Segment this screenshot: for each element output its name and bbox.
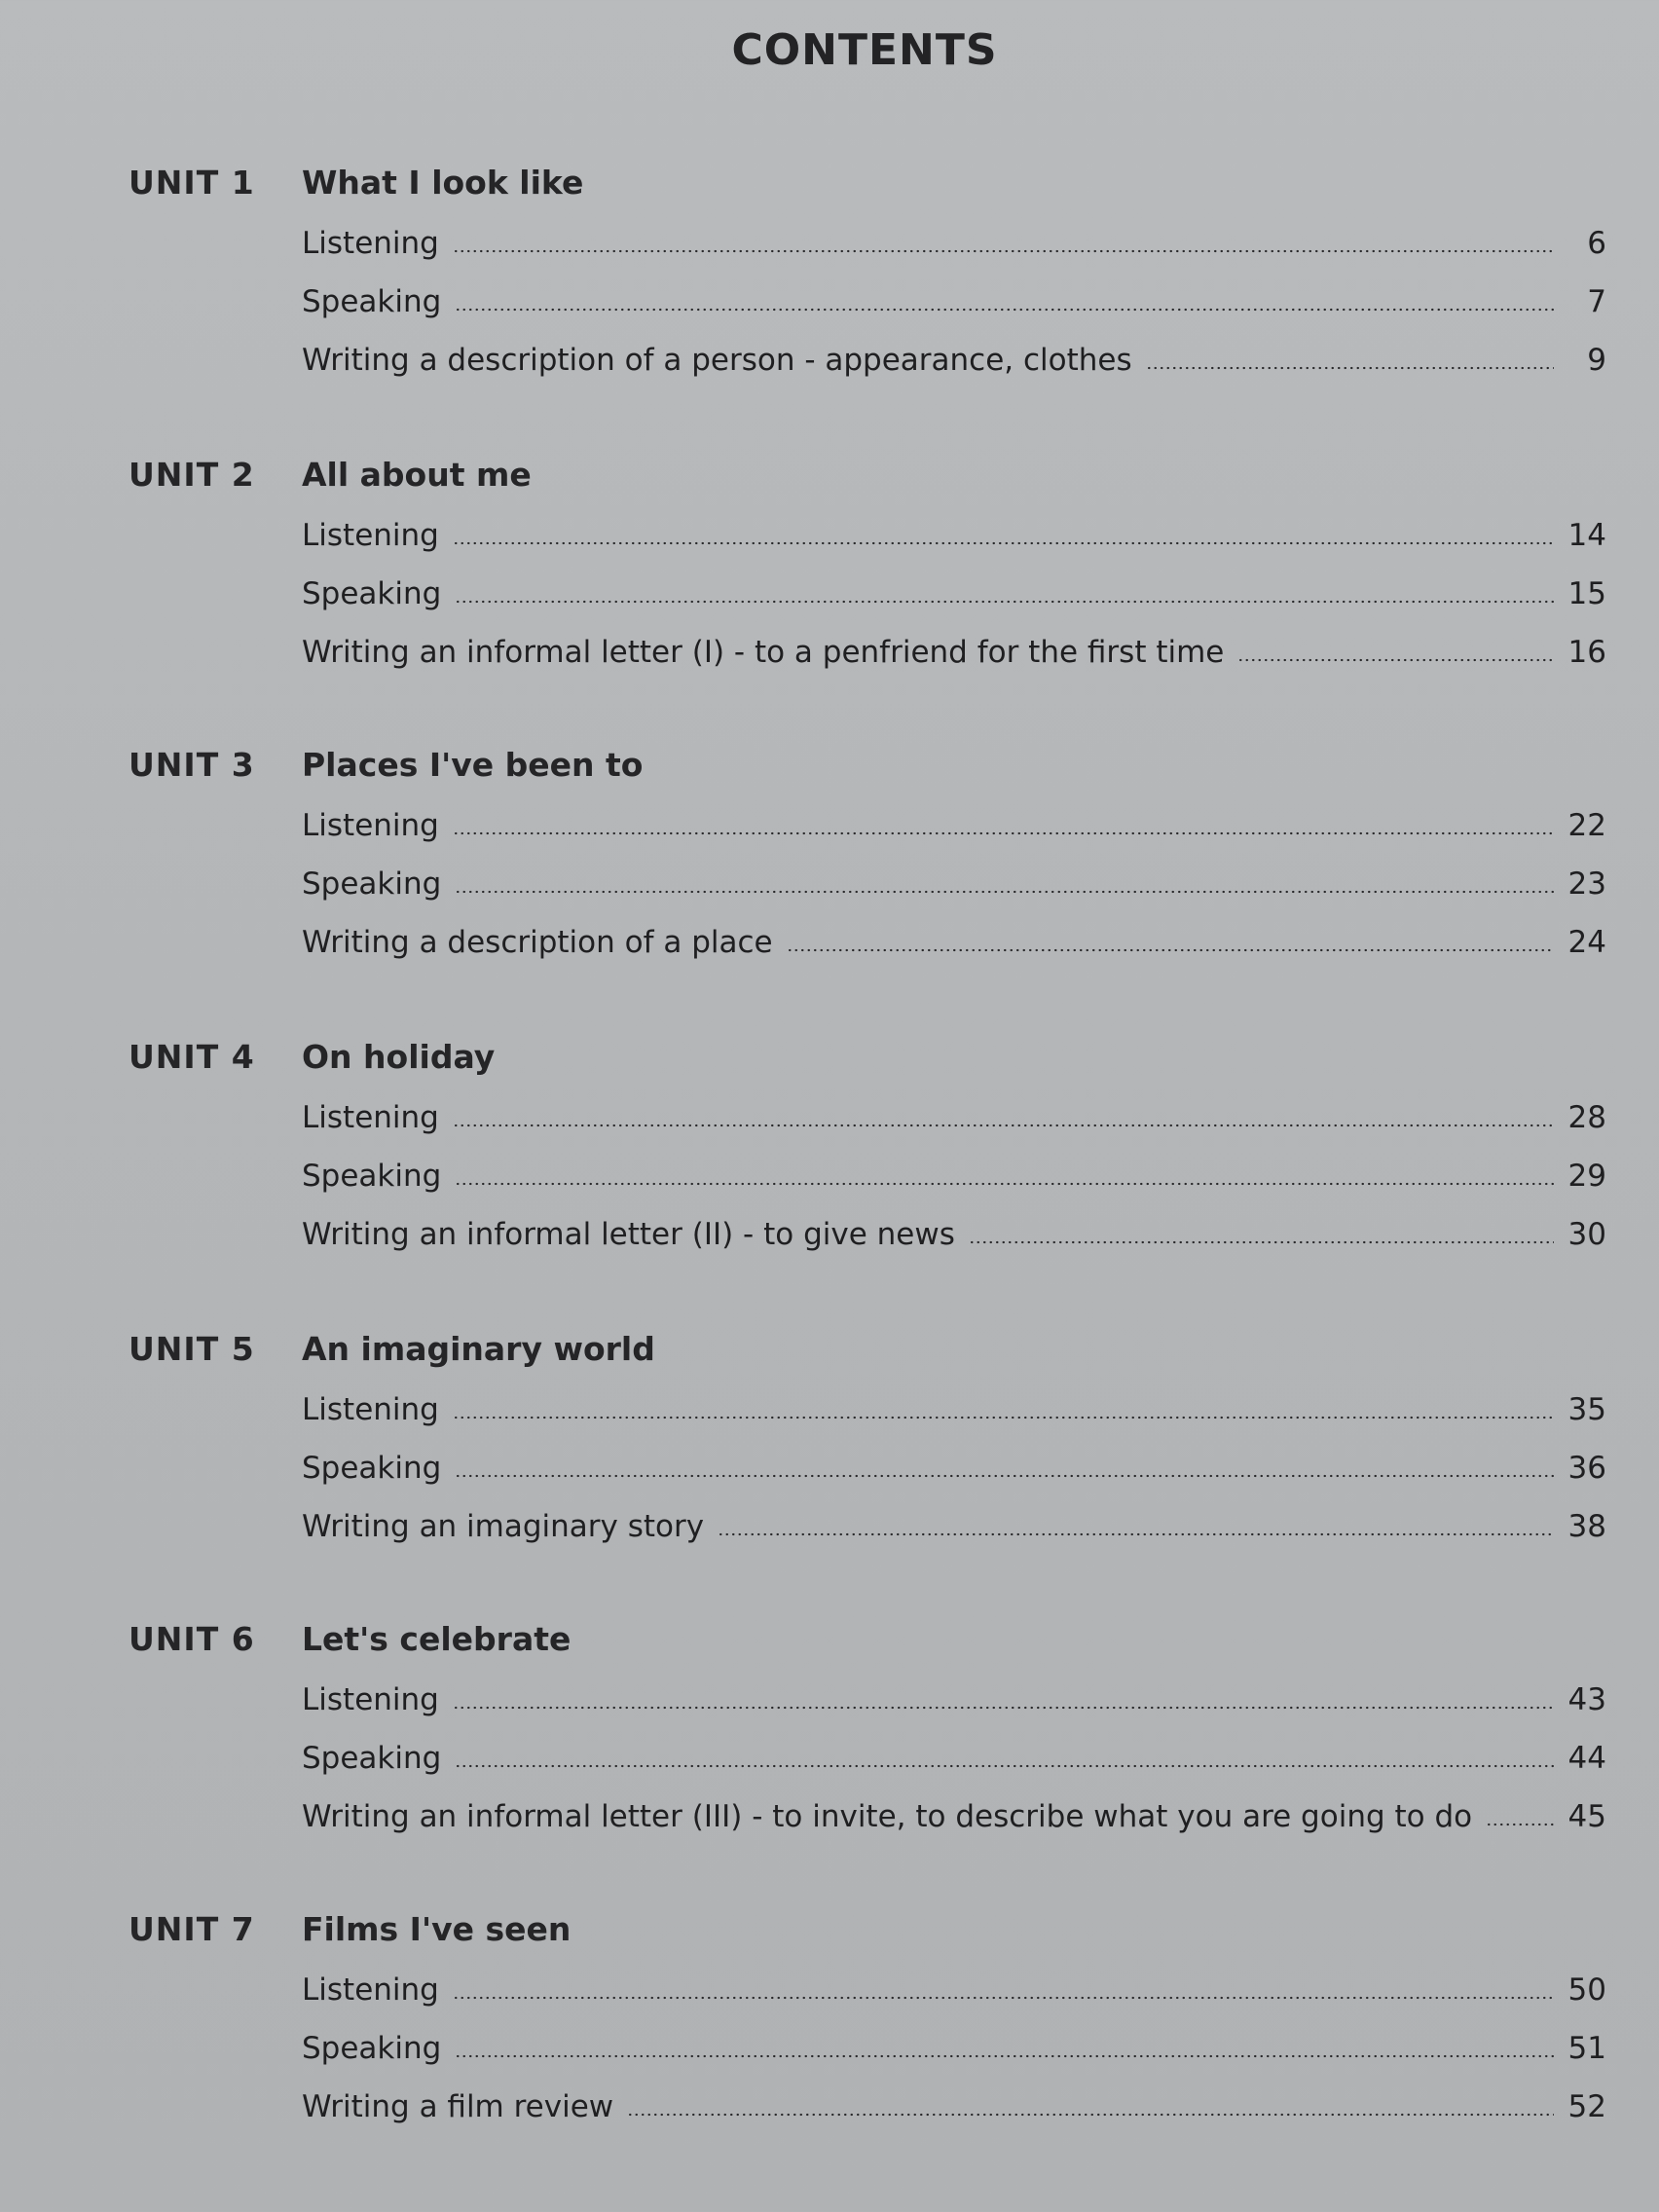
unit-title: On holiday [302,1038,496,1076]
page-number: 23 [1567,866,1606,902]
toc-entry-speaking[interactable] [302,1151,1606,1194]
entry-text: Writing an informal letter (III) - to invite, to describe what you are going to do [302,1799,1473,1834]
dot-leader [1146,366,1554,370]
dot-leader [453,1996,1554,2000]
toc-entry-speaking[interactable] [302,1733,1606,1776]
entry-text: Writing an imaginary story [302,1509,705,1544]
entry-text: Speaking [302,1741,442,1776]
page-number: 16 [1567,635,1606,670]
toc-entry-listening[interactable] [302,1965,1606,2008]
toc-entry-listening[interactable] [302,1675,1606,1717]
toc-entry-writing[interactable] [302,917,1606,960]
dot-leader [455,600,1554,604]
unit-title: What I look like [302,164,584,202]
dot-leader [453,249,1554,253]
entry-text: Speaking [302,1451,442,1486]
dot-leader [718,1532,1554,1536]
page-number: 22 [1567,808,1606,843]
page-number: 43 [1567,1682,1606,1717]
unit-label: UNIT 4 [129,1038,255,1076]
unit-label: UNIT 3 [129,746,255,784]
dot-leader [453,1416,1554,1419]
entry-text: Listening [302,518,439,553]
page-number: 45 [1567,1799,1606,1834]
page-number: 44 [1567,1741,1606,1776]
unit-label: UNIT 6 [129,1620,255,1658]
entry-text: Listening [302,808,439,843]
dot-leader [453,1706,1554,1710]
entry-text: Speaking [302,284,442,319]
entry-text: Listening [302,1682,439,1717]
page-title: CONTENTS [731,25,998,75]
entry-text: Writing a description of a person - appearance, clothes [302,343,1132,378]
entry-text: Speaking [302,866,442,902]
page-number: 52 [1567,2089,1606,2124]
entry-text: Listening [302,1392,439,1427]
entry-text: Listening [302,1100,439,1135]
toc-entry-speaking[interactable] [302,2023,1606,2066]
dot-leader [455,1764,1554,1768]
page-number: 15 [1567,576,1606,611]
entry-text: Speaking [302,576,442,611]
page-number: 36 [1567,1451,1606,1486]
unit-title: An imaginary world [302,1330,655,1368]
dot-leader [627,2113,1554,2117]
entry-text: Listening [302,226,439,261]
dot-leader [455,1182,1554,1186]
page-number: 50 [1567,1972,1606,2008]
dot-leader [455,890,1554,894]
page-number: 9 [1587,343,1606,378]
dot-leader [453,1124,1554,1127]
unit-title: Places I've been to [302,746,644,784]
toc-entry-listening[interactable] [302,800,1606,843]
entry-text: Listening [302,1972,439,2008]
toc-entry-writing[interactable] [302,1791,1606,1834]
toc-entry-speaking[interactable] [302,569,1606,611]
dot-leader [787,948,1554,952]
dot-leader [455,308,1554,312]
dot-leader [453,541,1554,545]
unit-title: Let's celebrate [302,1620,571,1658]
dot-leader [455,1474,1554,1478]
toc-entry-writing[interactable] [302,1501,1606,1544]
unit-label: UNIT 7 [129,1910,255,1948]
toc-entry-speaking[interactable] [302,859,1606,902]
dot-leader [453,831,1554,835]
page-number: 14 [1567,518,1606,553]
entry-text: Speaking [302,2031,442,2066]
toc-entry-listening[interactable] [302,1384,1606,1427]
toc-entry-listening[interactable] [302,510,1606,553]
unit-label: UNIT 2 [129,456,255,494]
toc-entry-writing[interactable] [302,335,1606,378]
page-number: 29 [1567,1159,1606,1194]
entry-text: Writing a film review [302,2089,614,2124]
page-number: 6 [1587,226,1606,261]
entry-text: Writing an informal letter (I) - to a penfriend for the first time [302,635,1225,670]
toc-entry-writing[interactable] [302,2082,1606,2124]
unit-title: All about me [302,456,532,494]
toc-entry-listening[interactable] [302,1092,1606,1135]
dot-leader [969,1240,1554,1244]
unit-title: Films I've seen [302,1910,571,1948]
toc-entry-writing[interactable] [302,627,1606,670]
page-number: 28 [1567,1100,1606,1135]
unit-label: UNIT 1 [129,164,255,202]
dot-leader [455,2054,1554,2058]
toc-entry-speaking[interactable] [302,276,1606,319]
page-number: 7 [1587,284,1606,319]
toc-entry-speaking[interactable] [302,1443,1606,1486]
page-number: 30 [1567,1217,1606,1252]
toc-entry-listening[interactable] [302,218,1606,261]
page-number: 24 [1567,925,1606,960]
toc-entry-writing[interactable] [302,1209,1606,1252]
dot-leader [1237,658,1554,662]
entry-text: Writing an informal letter (II) - to give news [302,1217,955,1252]
page-number: 38 [1567,1509,1606,1544]
page-number: 51 [1567,2031,1606,2066]
entry-text: Speaking [302,1159,442,1194]
unit-label: UNIT 5 [129,1330,255,1368]
dot-leader [1486,1823,1554,1826]
entry-text: Writing a description of a place [302,925,773,960]
page-number: 35 [1567,1392,1606,1427]
